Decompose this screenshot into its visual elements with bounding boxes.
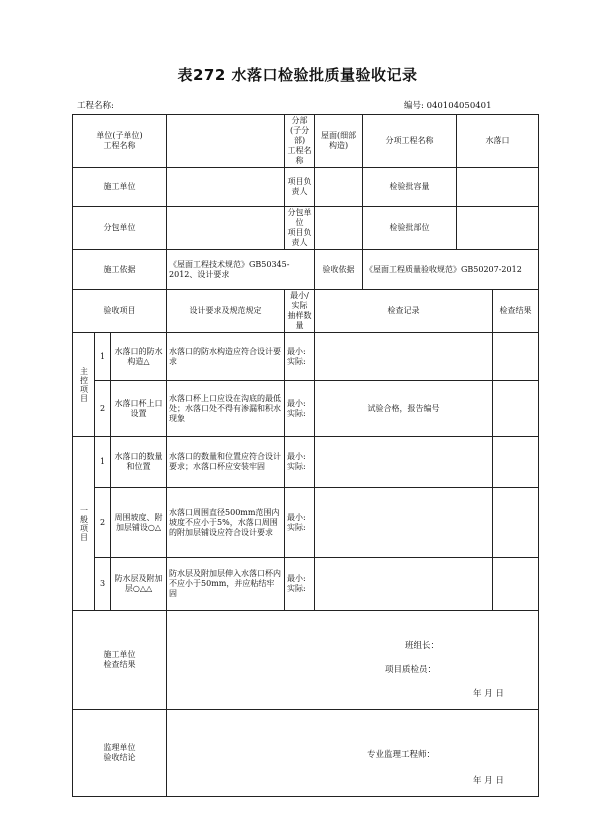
header-row-unit [73, 115, 539, 168]
table-row [73, 558, 539, 611]
batch-capacity-label: 检验批容量 [363, 168, 457, 207]
item-requirement: 水落口的数量和位置应符合设计要求；水落口杯应安装牢固 [167, 437, 285, 488]
team-leader-label: 班组长： [405, 641, 440, 651]
acceptance-basis-label: 验收依据 [315, 250, 363, 290]
header-row-constructor [73, 168, 539, 207]
supervision-area[interactable] [167, 710, 539, 797]
page-title: 表272 水落口检验批质量验收记录 [177, 66, 418, 84]
unit-value[interactable] [167, 115, 285, 168]
construction-check-label: 施工单位 检查结果 [73, 611, 167, 710]
project-manager-label: 项目负责人 [285, 168, 315, 207]
item-name: 水落口杯上口设置 [111, 381, 167, 437]
item-sample[interactable]: 最小: 实际: [285, 381, 315, 437]
item-record[interactable]: 试验合格，报告编号 [315, 381, 493, 437]
division-label: 分部(子分部) 工程名称 [285, 115, 315, 168]
item-record[interactable] [315, 437, 493, 488]
table-row [73, 333, 539, 381]
item-sample[interactable]: 最小: 实际: [285, 437, 315, 488]
construction-check-row [73, 611, 539, 710]
basis-value: 《屋面工程技术规范》GB50345-2012、设计要求 [167, 250, 315, 290]
item-record[interactable] [315, 558, 493, 611]
item-requirement: 防水层及附加层伸入水落口杯内不应小于50mm，并应粘结牢固 [167, 558, 285, 611]
item-no: 2 [95, 381, 111, 437]
col-requirement: 设计要求及规范规定 [167, 290, 285, 333]
subitem-label: 分项工程名称 [363, 115, 457, 168]
batch-location-value[interactable] [457, 207, 539, 250]
supervision-label: 监理单位 验收结论 [73, 710, 167, 797]
header-row-basis [73, 250, 539, 290]
item-sample[interactable]: 最小: 实际: [285, 558, 315, 611]
project-manager-value[interactable] [315, 168, 363, 207]
general-group-label: 一般项目 [73, 437, 95, 611]
inspector-label: 项目质检员： [385, 665, 437, 675]
item-no: 3 [95, 558, 111, 611]
item-name: 水落口的数量和位置 [111, 437, 167, 488]
serial-label: 编号: [404, 101, 424, 111]
item-requirement: 水落口杯上口应设在沟底的最低处；水落口处不得有渗漏和积水现象 [167, 381, 285, 437]
acceptance-form-table [72, 114, 539, 797]
item-requirement: 水落口周围直径500mm范围内坡度不应小于5%，水落口周围的附加层铺设应符合设计要求 [167, 488, 285, 558]
item-name: 水落口的防水构造△ [111, 333, 167, 381]
sub-manager-value[interactable] [315, 207, 363, 250]
item-no: 1 [95, 333, 111, 381]
item-record[interactable] [315, 488, 493, 558]
subcontractor-label: 分包单位 [73, 207, 167, 250]
unit-label: 单位(子单位) 工程名称 [73, 115, 167, 168]
item-result[interactable] [493, 558, 539, 611]
supervision-row [73, 710, 539, 797]
item-no: 2 [95, 488, 111, 558]
header-row-subcontractor [73, 207, 539, 250]
item-result[interactable] [493, 381, 539, 437]
construction-date-label: 年 月 日 [473, 689, 504, 699]
column-header-row [73, 290, 539, 333]
item-result[interactable] [493, 333, 539, 381]
division-value: 屋面(细部构造) [315, 115, 363, 168]
acceptance-basis-value: 《屋面工程质量验收规范》GB50207-2012 [363, 250, 539, 290]
sub-manager-label: 分包单位 项目负责人 [285, 207, 315, 250]
construction-check-area[interactable] [167, 611, 539, 710]
batch-location-label: 检验批部位 [363, 207, 457, 250]
col-item: 验收项目 [73, 290, 167, 333]
item-name: 周围坡度、附加层铺设○△ [111, 488, 167, 558]
item-sample[interactable]: 最小: 实际: [285, 333, 315, 381]
col-sample: 最小/实际 抽样数量 [285, 290, 315, 333]
table-row [73, 437, 539, 488]
item-result[interactable] [493, 488, 539, 558]
subcontractor-value[interactable] [167, 207, 285, 250]
item-result[interactable] [493, 437, 539, 488]
item-sample[interactable]: 最小: 实际: [285, 488, 315, 558]
main-group-label: 主控项目 [73, 333, 95, 437]
table-row [73, 381, 539, 437]
item-requirement: 水落口的防水构造应符合设计要求 [167, 333, 285, 381]
col-result: 检查结果 [493, 290, 539, 333]
batch-capacity-value[interactable] [457, 168, 539, 207]
basis-label: 施工依据 [73, 250, 167, 290]
item-name: 防水层及附加层○△△ [111, 558, 167, 611]
serial-number [404, 99, 491, 111]
item-record[interactable] [315, 333, 493, 381]
engineer-label: 专业监理工程师： [367, 750, 436, 760]
table-row [73, 488, 539, 558]
col-record: 检查记录 [315, 290, 493, 333]
serial-value: 040104050401 [426, 101, 492, 111]
supervision-date-label: 年 月 日 [473, 776, 504, 786]
constructor-label: 施工单位 [73, 168, 167, 207]
subitem-value: 水落口 [457, 115, 539, 168]
item-no: 1 [95, 437, 111, 488]
constructor-value[interactable] [167, 168, 285, 207]
project-name-label: 工程名称: [77, 101, 114, 111]
